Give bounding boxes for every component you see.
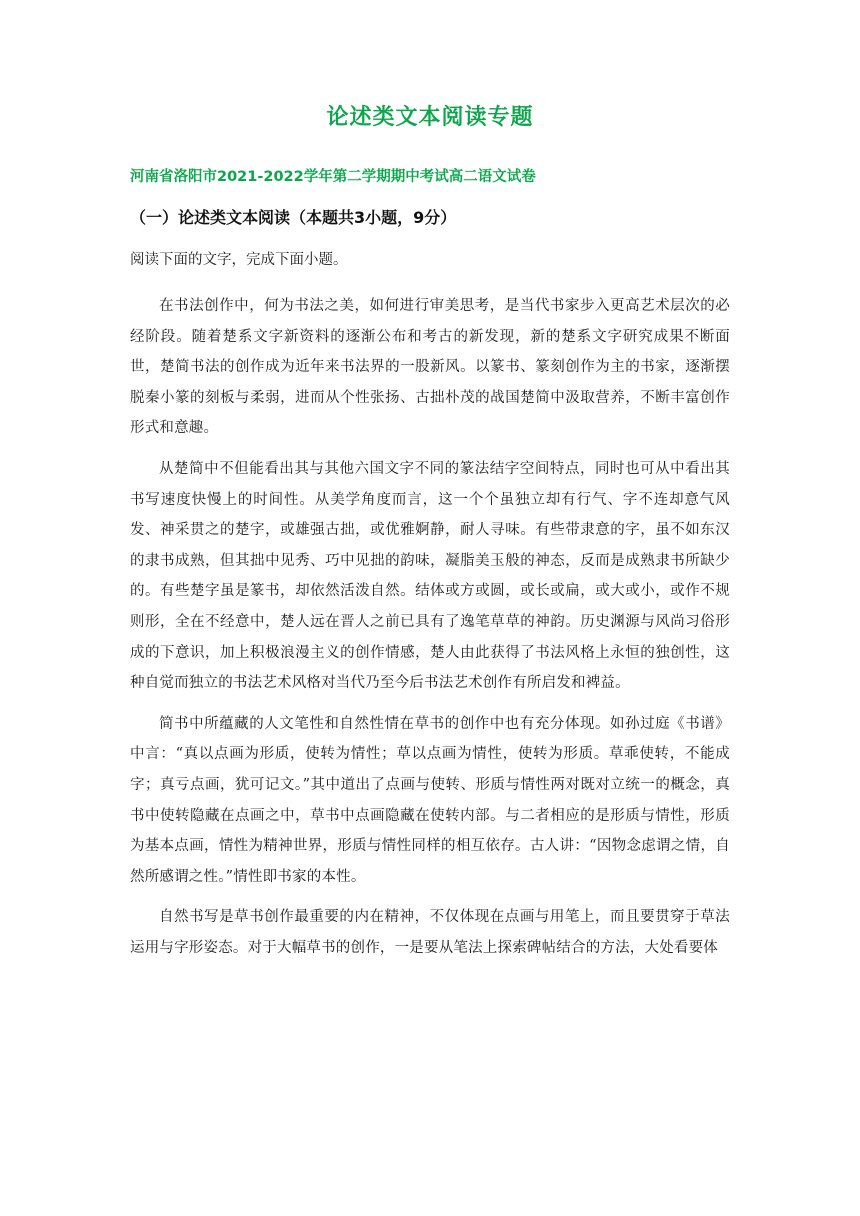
instruction-text: 阅读下面的文字，完成下面小题。: [130, 252, 348, 268]
section-heading: （一）论述类文本阅读（本题共3小题，9分）: [130, 208, 457, 227]
paragraph: 简书中所蕴藏的人文笔性和自然性情在草书的创作中也有充分体现。如孙过庭《书谱》中言：“真以点画为形质，使转为情性；草以点画为情性，使转为形质。草乖使转，不能成字；真亏点画，犹可记文。”其中道出了点画与使转、形质与情性两对既对立统一的概念，真书中使转隐藏在点画之中，草书中点画隐藏在使转内部。与二者相应的是形质与情性，形质为基本点画，情性为精神世界，形质与情性同样的相互依存。古人讲：“因物念虑谓之情，自然所感谓之性。”情性即书家的本性。: [130, 715, 730, 885]
article-body: [130, 291, 730, 973]
paragraph: 在书法创作中，何为书法之美，如何进行审美思考，是当代书家步入更高艺术层次的必经阶段。随着楚系文字新资料的逐渐公布和考古的新发现，新的楚系文字研究成果不断面世，楚简书法的创作成为近年来书法界的一股新风。以篆书、篆刻创作为主的书家，逐渐摆脱秦小篆的刻板与柔弱，进而从个性张扬、古拙朴茂的战国楚简中汲取营养，不断丰富创作形式和意趣。: [130, 298, 730, 437]
page-title: 论述类文本阅读专题: [326, 105, 534, 130]
exam-source: 河南省洛阳市2021-2022学年第二学期期中考试高二语文试卷: [130, 169, 536, 185]
paragraph: 从楚简中不但能看出其与其他六国文字不同的篆法结字空间特点，同时也可从中看出其书写速度快慢上的时间性。从美学角度而言，这一个个虽独立却有行气、字不连却意气风发、神采贯之的楚字，或雄强古拙，或优雅婀静，耐人寻味。有些带隶意的字，虽不如东汉的隶书成熟，但其拙中见秀、巧中见拙的韵味，凝脂美玉般的神态，反而是成熟隶书所缺少的。有些楚字虽是篆书，却依然活泼自然。结体或方或圆，或长或扁，或大或小，或作不规则形，全在不经意中，楚人远在晋人之前已具有了逸笔草草的神韵。历史渊源与风尚习俗形成的下意识，加上积极浪漫主义的创作情感，楚人由此获得了书法风格上永恒的独创性，这种自觉而独立的书法艺术风格对当代乃至今后书法艺术创作有所启发和裨益。: [130, 460, 730, 692]
paragraph: 自然书写是草书创作最重要的内在精神，不仅体现在点画与用笔上，而且要贯穿于草法运用与字形姿态。对于大幅草书的创作，一是要从笔法上探索碑帖结合的方法，大处看要体: [130, 909, 730, 956]
